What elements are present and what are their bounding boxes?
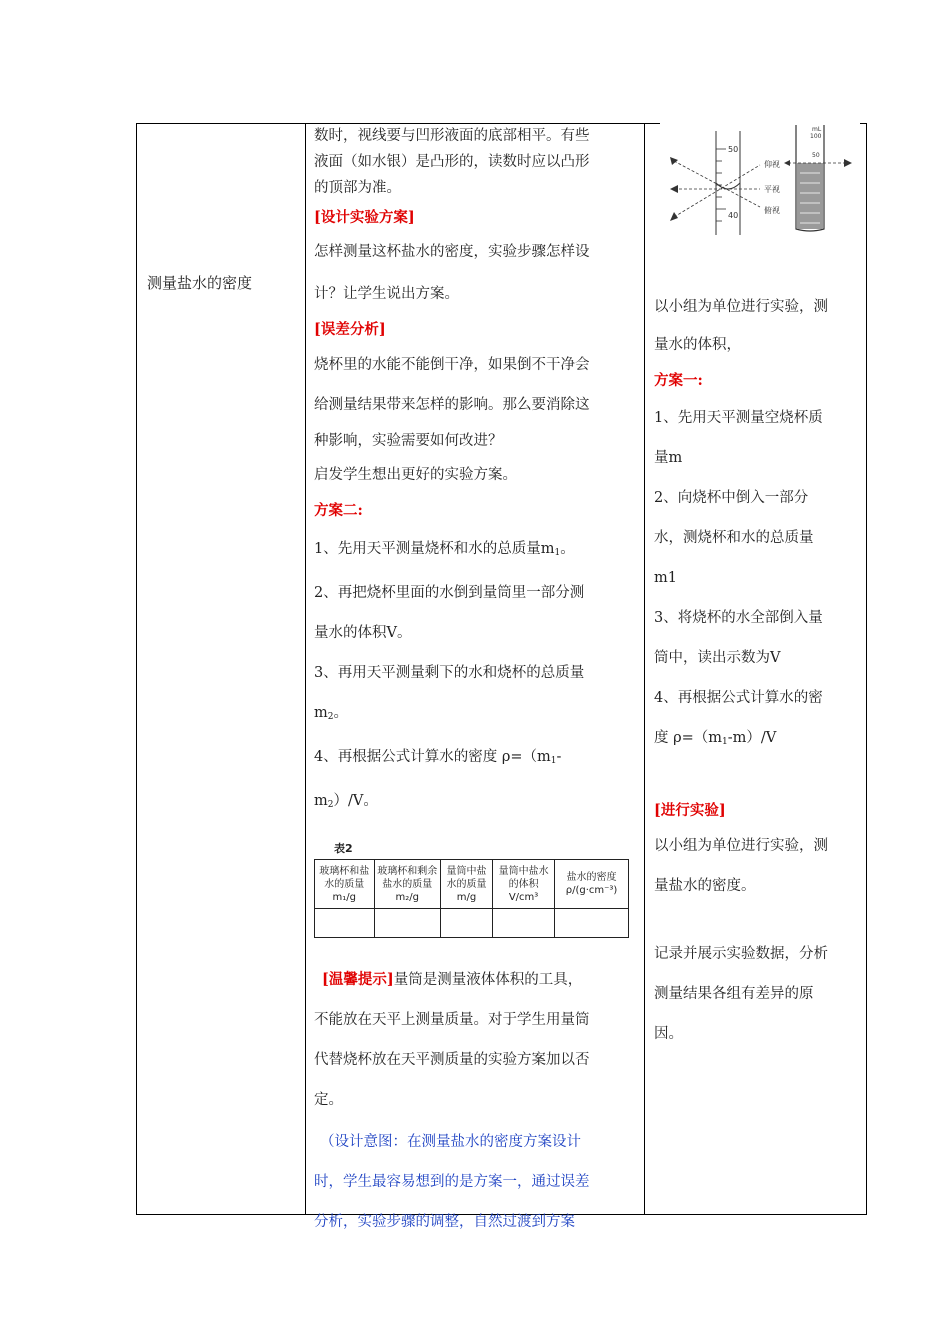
experiment-header: [进行实验] — [654, 802, 726, 819]
design-text: 怎样测量这杯盐水的密度，实验步骤怎样设 计？让学生说出方案。 — [314, 244, 590, 302]
scale-label: 50 — [728, 145, 739, 154]
table-header: 玻璃杯和盐水的质量m₁/g — [315, 860, 375, 909]
plan1-header: 方案一: — [654, 372, 703, 389]
record-text: 记录并展示实验数据，分析 测量结果各组有差异的原 因。 — [654, 946, 828, 1042]
plan2-header: 方案二: — [314, 502, 363, 519]
look-up-label: 仰视 — [764, 160, 780, 169]
inspire-text: 启发学生想出更好的实验方案。 — [314, 467, 517, 483]
design-header: [设计实验方案] — [314, 209, 415, 226]
unit-label: mL — [812, 126, 822, 133]
data-table — [314, 859, 629, 938]
table-header: 盐水的密度ρ/(g·cm⁻³) — [555, 860, 629, 909]
topic-label: 测量盐水的密度 — [147, 274, 253, 292]
table-caption: 表2 — [334, 842, 353, 855]
error-text: 烧杯里的水能不能倒干净，如果倒不干净会 给测量结果带来怎样的影响。那么要消除这 种影响，实验需要如何改进？ — [314, 357, 590, 449]
plan2-steps: 1、先用天平测量烧杯和水的总质量$m_1$。 2、再把烧杯里面的水倒到量筒里一部分测 量水的体积V。 3、再用天平测量剩下的水和烧杯的总质量 $m_2$。 4、再根据公式计算水的密度 $\rho=(m_1-$ $m_2)/V$。 — [314, 541, 585, 810]
scale-label: 50 — [812, 152, 820, 159]
scale-label: 100 — [810, 133, 822, 140]
data-table-figure — [314, 839, 636, 938]
table-cell — [374, 909, 440, 938]
table-cell — [315, 909, 375, 938]
teacher-activity — [314, 123, 636, 1242]
intro-text: 数时，视线要与凹形液面的底部相平。有些 液面（如水银）是凸形的，读数时应以凸形 的顶部为准。 — [314, 128, 590, 196]
table-cell — [440, 909, 492, 938]
error-header: [误差分析] — [314, 321, 386, 338]
hint-text: [温馨提示]量筒是测量液体体积的工具， 不能放在天平上测量质量。对于学生用量筒 代替烧杯放在天平测质量的实验方案加以否 定。 — [314, 971, 590, 1108]
look-down-label: 俯视 — [764, 206, 780, 215]
table-cell — [493, 909, 555, 938]
table-cell — [555, 909, 629, 938]
experiment-text: 以小组为单位进行实验，测 量盐水的密度。 — [654, 838, 828, 894]
cylinder-reading-diagram — [660, 123, 860, 235]
group-text: 以小组为单位进行实验，测 量水的体积， — [654, 299, 828, 353]
table-header: 量筒中盐水的体积V/cm³ — [493, 860, 555, 909]
scale-label: 40 — [728, 211, 739, 220]
table-header: 玻璃杯和剩余盐水的质量m₂/g — [374, 860, 440, 909]
table-header: 量筒中盐水的质量m/g — [440, 860, 492, 909]
student-activity — [654, 288, 858, 1054]
design-intent: （设计意图：在测量盐水的密度方案设计 时，学生最容易想到的是方案一，通过误差 分析，实验步骤的调整，自然过渡到方案 — [314, 1134, 590, 1230]
level-label: 平视 — [764, 185, 780, 194]
plan1-steps: 1、先用天平测量空烧杯质 量m 2、向烧杯中倒入一部分 水，测烧杯和水的总质量 m1 3、将烧杯的水全部倒入量 筒中，读出示数为V 4、再根据公式计算水的密 度 $\rho=(m_1-m)/V$ — [654, 410, 823, 747]
